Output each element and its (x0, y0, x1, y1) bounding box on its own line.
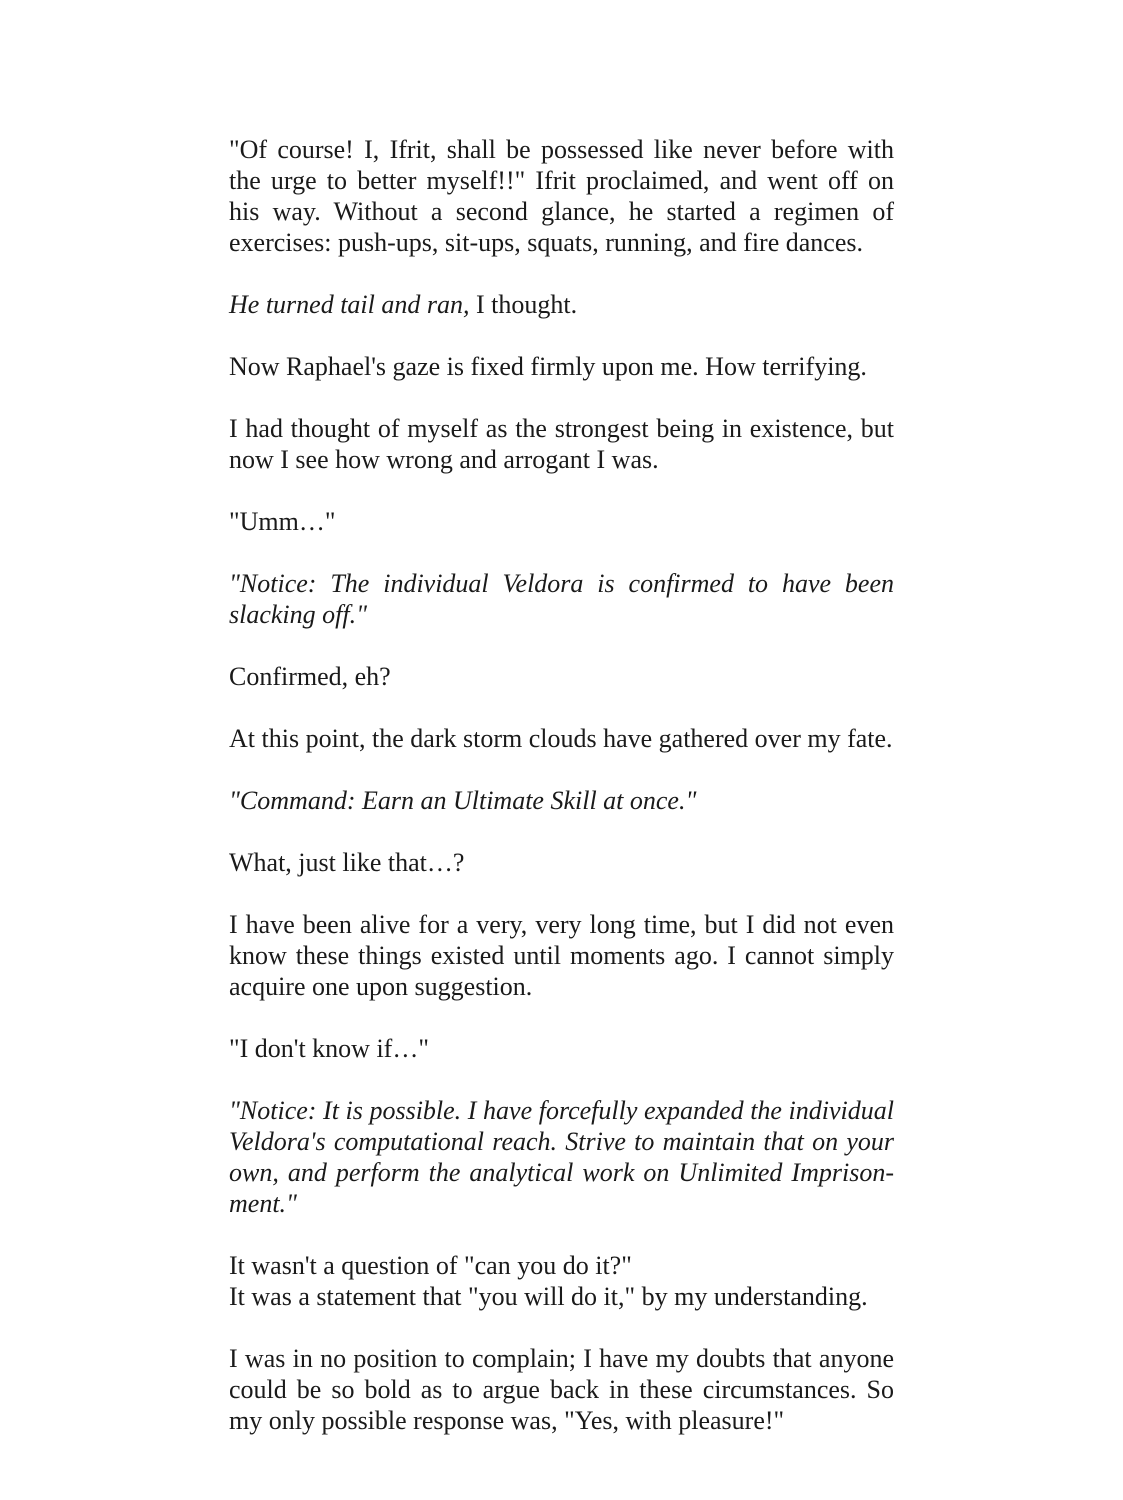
paragraph-notice-slacking: "Notice: The individual Veldora is confirmed to have been slacking off." (229, 569, 894, 629)
thought-tag: I thought. (469, 290, 578, 319)
paragraph-no-position: I was in no position to complain; I have my doubts that anyone could be so bold as to argue back in these circumstances. So my only possible response was, "Yes, with pleasure!" (229, 1344, 894, 1435)
paragraph-alive-long-time: I have been alive for a very, very long time, but I did not even know these things existed until moments ago. I cannot simply acquire one upon suggestion. (229, 910, 894, 1001)
paragraph-storm-clouds: At this point, the dark storm clouds have gathered over my fate. (229, 724, 893, 753)
paragraph-statement-line: It was a statement that "you will do it," by my understanding. (229, 1282, 868, 1311)
paragraph-strongest-being: I had thought of myself as the strongest being in existence, but now I see how wrong and arrogant I was. (229, 414, 894, 474)
paragraph-question-line: It wasn't a question of "can you do it?" (229, 1251, 632, 1280)
paragraph-raphael-gaze: Now Raphael's gaze is fixed firmly upon me. How terrifying. (229, 352, 867, 381)
paragraph-just-like-that: What, just like that…? (229, 848, 465, 877)
paragraph-umm: "Umm…" (229, 507, 336, 536)
paragraph-notice-possible: "Notice: It is possible. I have forcefully expanded the individual Veldora's computational reach. Strive to maintain that on your own, and perform the analytical work on Unlimited Imprisonment." (229, 1096, 894, 1218)
paragraph-ifrit-proclaims: "Of course! I, Ifrit, shall be possessed like never before with the urge to better myself!!" Ifrit proclaimed, and went off on his way. Without a second glance, he started a regimen of exercises: push-ups, sit-ups, squats, running, and fire dances. (229, 135, 894, 257)
italic-thought: He turned tail and ran, (229, 290, 470, 319)
paragraph-confirmed: Confirmed, eh? (229, 662, 391, 691)
book-page (229, 134, 894, 1436)
paragraph-dont-know: "I don't know if…" (229, 1034, 429, 1063)
paragraph-turned-tail (229, 289, 894, 320)
paragraph-command: "Command: Earn an Ultimate Skill at once." (229, 786, 697, 815)
